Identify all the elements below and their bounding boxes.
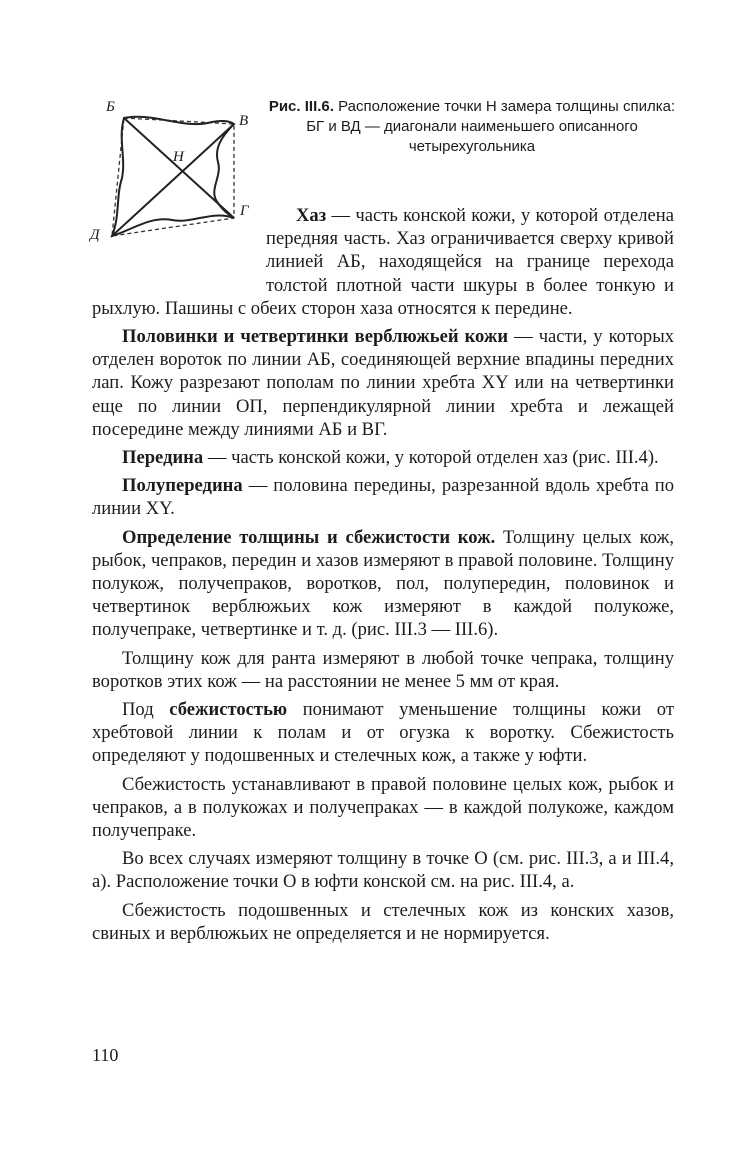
term-haz: Хаз [296, 205, 327, 226]
paragraph-point-o [92, 847, 674, 893]
paragraph-text: — части, у которых отделен вороток по линии АБ, соединяющей верхние впадины передних лап. Кожу разрезают пополам по линии хребта XY или на четвертинки еще по линии ОП, перпендикулярной линии хребта и лежащей посередине между линиями АБ и ВГ. [92, 326, 674, 440]
term-taper: сбежистостью [169, 699, 288, 721]
point-label-v: В [239, 113, 249, 129]
point-label-n: Н [173, 149, 184, 165]
paragraph-text: понимают уменьшение толщины кожи от хребтовой линии к полам и от огузка к воротку. Сбежистость определяют у подошвенных и стелечных кож, а также у юфти. [92, 699, 674, 767]
paragraph-taper-definition [92, 698, 674, 768]
caption-text: Расположение точки Н замера толщины спилка: БГ и ВД — диагонали наименьшего описанного четырехугольника [306, 98, 676, 155]
paragraph-text: — половина передины, разрезанной вдоль хребта по линии XY. [92, 475, 674, 520]
paragraph-text: Толщину кож для ранта измеряют в любой точке чепрака, толщину воротков этих кож — на расстоянии не менее 5 мм от края. [92, 647, 674, 692]
paragraph-taper-location [92, 773, 674, 843]
paragraph-text: — часть конской кожи, у которой отделен хаз (рис. III.4). [203, 447, 659, 469]
paragraph-peredina [92, 446, 674, 469]
paragraph-text: — часть конской кожи, у которой отделена передняя часть. Хаз ограничивается сверху кривой линией АБ, находящейся на границе перехода толстой плотной части шкуры в более тонкую и рыхлую. Пашины с обеих сторон хаза относятся к передине. [92, 205, 674, 319]
term-poluperedina: Полупередина [122, 475, 243, 497]
paragraph-poluperedina [92, 474, 674, 520]
paragraph-text: Сбежистость устанавливают в правой половине целых кож, рыбок и чепраков, а в полукожах и получепраках — в каждой полукоже, каждом получепраке. [92, 773, 674, 842]
figure-wrap-space [92, 204, 266, 294]
term-camel-hide-parts: Половинки и четвертинки верблюжьей кожи [122, 326, 509, 348]
paragraph-text: Толщину целых кож, рыбок, чепраков, передин и хазов измеряют в правой половине. Толщину полукож, получепраков, воротков, пол, полупередин, половинок и четвертинок верблюжьих кож измеряют в каждой полукоже, получепраке, четвертинке и т. д. (рис. III.3 — III.6). [92, 526, 674, 641]
point-label-b: Б [106, 99, 115, 115]
figure-caption [262, 97, 682, 157]
paragraph-camel-hide-parts [92, 325, 674, 441]
point-label-d: Д [90, 227, 100, 243]
paragraph-text: Сбежистость подошвенных и стелечных кож из конских хазов, свиных и верблюжьих не определяется и не нормируется. [92, 899, 674, 944]
term-thickness-definition: Определение толщины и сбежистости кож. [122, 526, 496, 548]
paragraph-text: Во всех случаях измеряют толщину в точке О (см. рис. III.3, а и III.4, а). Расположение точки О в юфти конской см. на рис. III.4, а. [92, 848, 674, 893]
point-label-g: Г [240, 203, 249, 219]
body-text [92, 204, 674, 950]
caption-label: Рис. III.6. [268, 98, 334, 115]
page-number: 110 [92, 1045, 119, 1065]
paragraph-taper-exception [92, 899, 674, 945]
paragraph-thickness-definition [92, 526, 674, 642]
term-peredina: Передина [122, 447, 204, 469]
paragraph-rant-thickness [92, 647, 674, 693]
paragraph-prefix: Под [122, 699, 170, 721]
